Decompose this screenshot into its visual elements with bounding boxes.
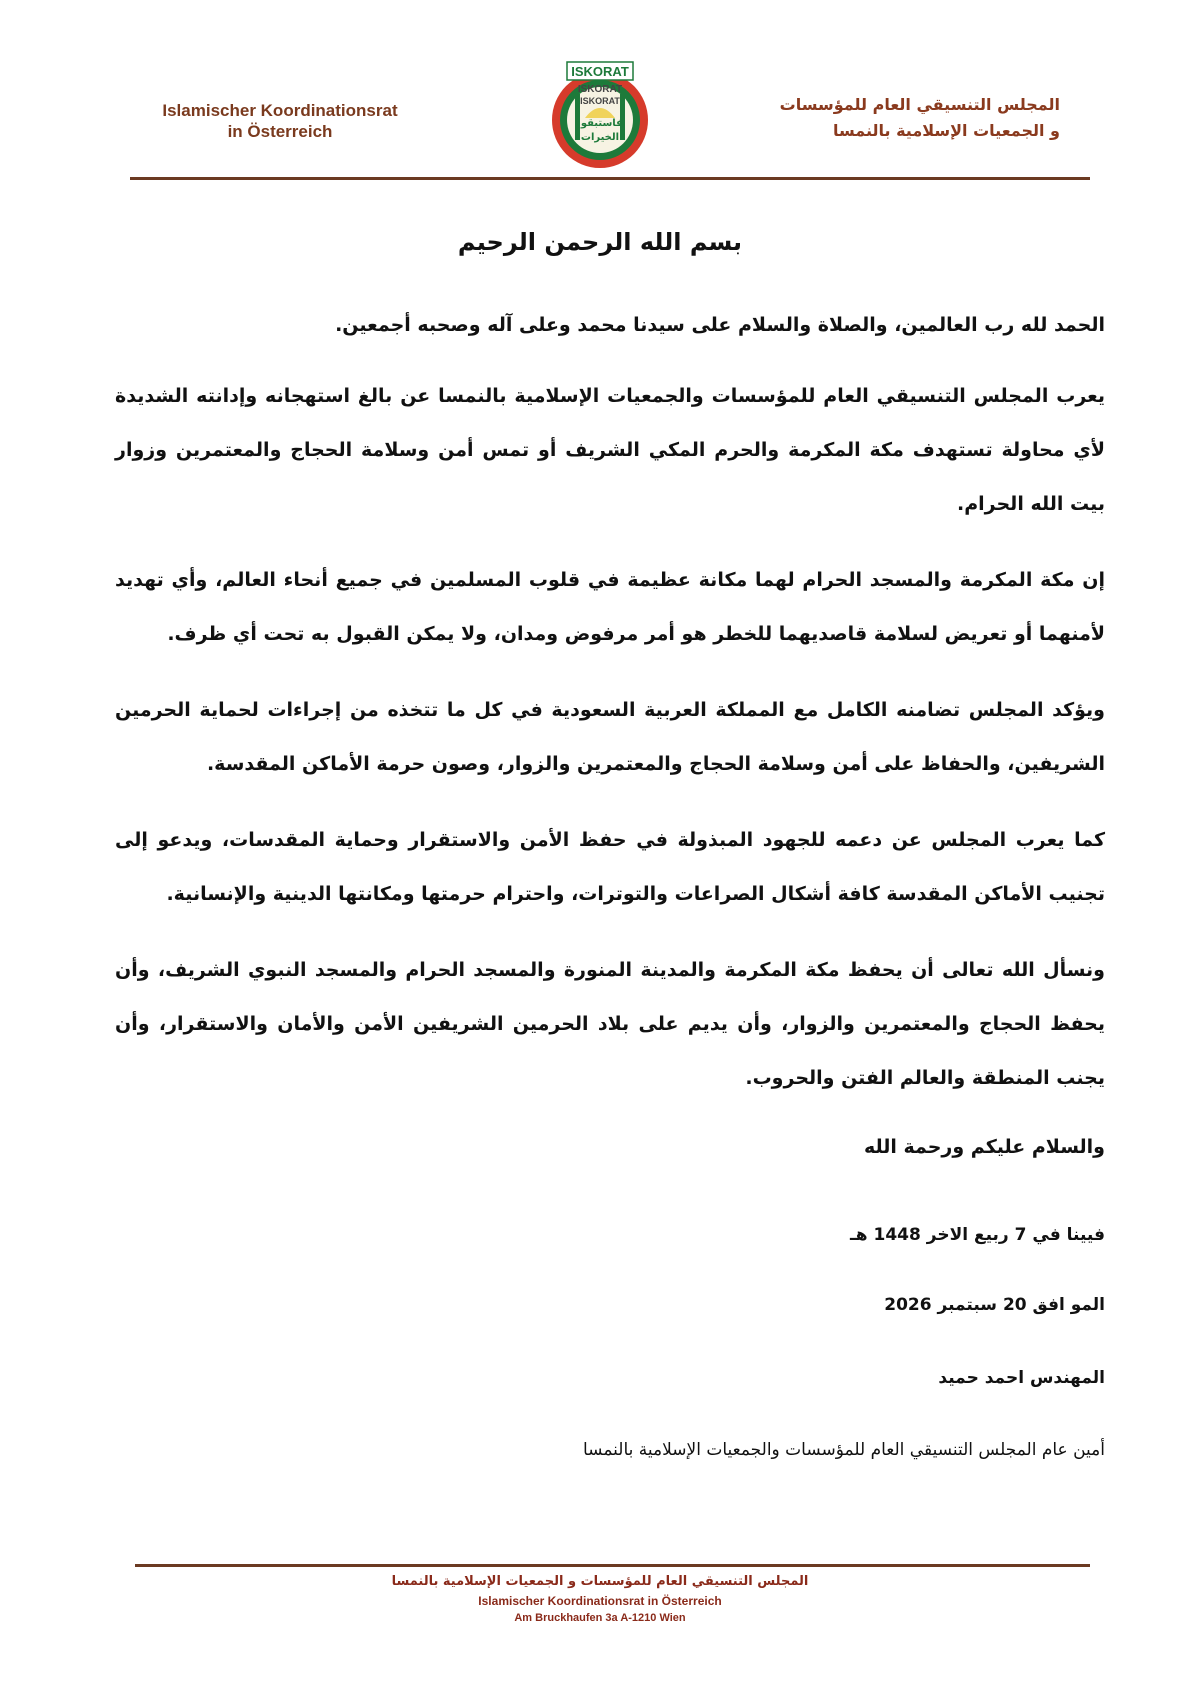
signatory-name: المهندس احمد حميد bbox=[938, 1368, 1105, 1388]
paragraph-6: ونسأل الله تعالى أن يحفظ مكة المكرمة والمدينة المنورة والمسجد الحرام والمسجد النبوي الشريف، وأن يحفظ الحجاج والمعتمرين والزوار، وأن يديم على بلاد الحرمين الشريفين الأمن والأمان والاستقرار، وأن يجنب المنطقة والعالم الفتن والحروب. bbox=[115, 959, 1105, 1089]
footer-address: Am Bruckhaufen 3a A-1210 Wien bbox=[514, 1612, 686, 1624]
footer-arabic-org: المجلس التنسيقي العام للمؤسسات و الجمعيات الإسلامية بالنمسا bbox=[391, 1574, 809, 1589]
header-right-org-name bbox=[720, 92, 1060, 144]
paragraph-2: يعرب المجلس التنسيقي العام للمؤسسات والجمعيات الإسلامية بالنمسا عن بالغ استهجانه وإدانته الشديدة لأي محاولة تستهدف مكة المكرمة والحرم المكي الشريف أو تمس أمن وسلامة الحجاج والمعتمرين وزوار بيت الله الحرام. bbox=[115, 385, 1105, 515]
logo-text-5: الخيرات bbox=[580, 132, 620, 143]
header-right-line1: المجلس التنسيقي العام للمؤسسات bbox=[779, 95, 1060, 114]
logo-text-4: فاستبقوا bbox=[577, 118, 623, 129]
header-right-line2: و الجمعيات الإسلامية بالنمسا bbox=[832, 121, 1060, 140]
paragraph-4: ويؤكد المجلس تضامنه الكامل مع المملكة العربية السعودية في كل ما تتخذه من إجراءات لحماية الحرمين الشريفين، والحفاظ على أمن وسلامة الحجاج والمعتمرين والزوار، وصون حرمة الأماكن المقدسة. bbox=[115, 699, 1105, 775]
header-left-line2: in Österreich bbox=[227, 122, 333, 141]
footer-divider bbox=[135, 1564, 1090, 1567]
logo-text-2: ISKORAT bbox=[577, 84, 623, 95]
header-left-org-name bbox=[140, 100, 420, 142]
closing-greeting: والسلام عليكم ورحمة الله bbox=[863, 1136, 1105, 1158]
footer-german-org: Islamischer Koordinationsrat in Österreich bbox=[478, 1594, 722, 1608]
logo-text-3: ISKORAT bbox=[580, 96, 620, 106]
date-gregorian: المو افق 20 سبتمبر 2026 bbox=[884, 1295, 1105, 1315]
date-hijri: فيينا في 7 ربيع الاخر 1448 هـ bbox=[849, 1225, 1105, 1245]
paragraph-3: إن مكة المكرمة والمسجد الحرام لهما مكانة عظيمة في قلوب المسلمين في جميع أنحاء العالم، وأي تهديد لأمنهما أو تعريض لسلامة قاصديهما للخطر هو أمر مرفوض ومدان، ولا يمكن القبول به تحت أي ظرف. bbox=[115, 569, 1105, 645]
header-left-line1: Islamischer Koordinationsrat bbox=[162, 101, 398, 120]
basmala-heading: بسم الله الرحمن الرحيم bbox=[457, 228, 743, 256]
signatory-title: أمين عام المجلس التنسيقي العام للمؤسسات والجمعيات الإسلامية بالنمسا bbox=[582, 1440, 1105, 1460]
logo-text-1: ISKORAT bbox=[571, 64, 629, 79]
letter-body bbox=[115, 305, 1105, 1189]
iskorat-logo bbox=[545, 58, 655, 178]
paragraph-5: كما يعرب المجلس عن دعمه للجهود المبذولة في حفظ الأمن والاستقرار وحماية المقدسات، ويدعو إلى تجنيب الأماكن المقدسة كافة أشكال الصراعات والتوترات، واحترام حرمتها ومكانتها الدينية والإنسانية. bbox=[115, 829, 1105, 905]
paragraph-1: الحمد لله رب العالمين، والصلاة والسلام على سيدنا محمد وعلى آله وصحبه أجمعين. bbox=[335, 314, 1105, 336]
header-divider bbox=[130, 177, 1090, 180]
